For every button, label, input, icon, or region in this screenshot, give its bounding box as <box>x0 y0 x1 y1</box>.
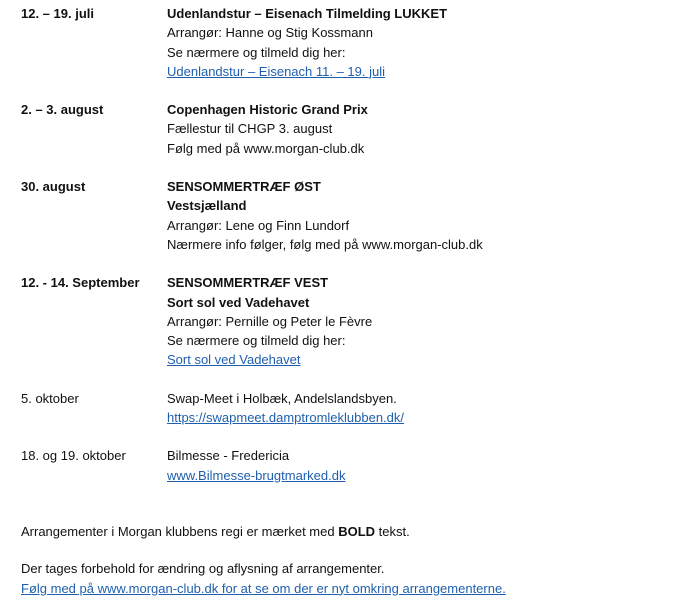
event-details <box>167 389 671 428</box>
event-date: 12. – 19. juli <box>21 6 94 21</box>
footer-notes <box>21 522 671 598</box>
event-link[interactable]: Sort sol ved Vadehavet <box>167 352 301 368</box>
event-link-line <box>167 408 671 427</box>
event-date: 12. - 14. September <box>21 275 140 291</box>
bold-legend-suffix: tekst. <box>375 524 410 539</box>
event-info: Nærmere info følger, følg med på www.morgan-club.dk <box>167 236 483 252</box>
follow-club-link[interactable]: Følg med på www.morgan-club.dk for at se om der er nyt omkring arrangementerne. <box>21 580 506 596</box>
event-link[interactable]: Udenlandstur – Eisenach 11. – 19. juli <box>167 63 386 79</box>
event-info: Fællestur til CHGP 3. august <box>167 121 333 137</box>
event-details <box>167 100 671 158</box>
event-info: Arrangør: Pernille og Peter le Fèvre <box>167 313 373 329</box>
event-row <box>21 177 671 254</box>
event-row <box>21 446 671 485</box>
event-title: SENSOMMERTRÆF ØST <box>167 179 321 195</box>
event-info: Se nærmere og tilmeld dig her: <box>167 333 346 349</box>
event-row <box>21 100 671 158</box>
event-details <box>167 273 671 369</box>
event-row <box>21 4 671 81</box>
event-link-line <box>167 62 671 81</box>
event-title: Udenlandstur – Eisenach Tilmelding LUKKET <box>167 6 448 21</box>
bold-legend-prefix: Arrangementer i Morgan klubbens regi er mærket med <box>21 524 339 539</box>
event-title: Copenhagen Historic Grand Prix <box>167 102 368 118</box>
event-title: Vestsjælland <box>167 198 247 214</box>
event-info: Arrangør: Hanne og Stig Kossmann <box>167 25 373 41</box>
event-details <box>167 177 671 254</box>
event-info: Arrangør: Lene og Finn Lundorf <box>167 217 350 233</box>
event-date: 30. august <box>21 179 86 195</box>
event-list <box>21 4 671 504</box>
event-date: 5. oktober <box>21 390 79 406</box>
event-link[interactable]: www.Bilmesse-brugtmarked.dk <box>167 467 346 483</box>
event-title: Sort sol ved Vadehavet <box>167 294 310 310</box>
disclaimer-text: Der tages forbehold for ændring og aflysning af arrangementer. <box>21 561 385 577</box>
bold-legend-note <box>21 522 671 541</box>
event-info: Swap-Meet i Holbæk, Andelslandsbyen. <box>167 390 397 406</box>
event-link-line <box>167 350 671 369</box>
event-link[interactable]: https://swapmeet.damptromleklubben.dk/ <box>167 410 405 426</box>
bold-legend-keyword: BOLD <box>338 524 376 539</box>
event-date: 2. – 3. august <box>21 102 104 118</box>
event-details <box>167 446 671 485</box>
event-details <box>167 4 671 81</box>
event-row <box>21 273 671 369</box>
event-row <box>21 389 671 428</box>
event-info: Bilmesse - Fredericia <box>167 448 290 464</box>
event-date: 18. og 19. oktober <box>21 448 126 464</box>
event-info: Se nærmere og tilmeld dig her: <box>167 44 346 60</box>
event-info: Følg med på www.morgan-club.dk <box>167 140 365 156</box>
event-title: SENSOMMERTRÆF VEST <box>167 275 329 291</box>
event-link-line <box>167 466 671 485</box>
